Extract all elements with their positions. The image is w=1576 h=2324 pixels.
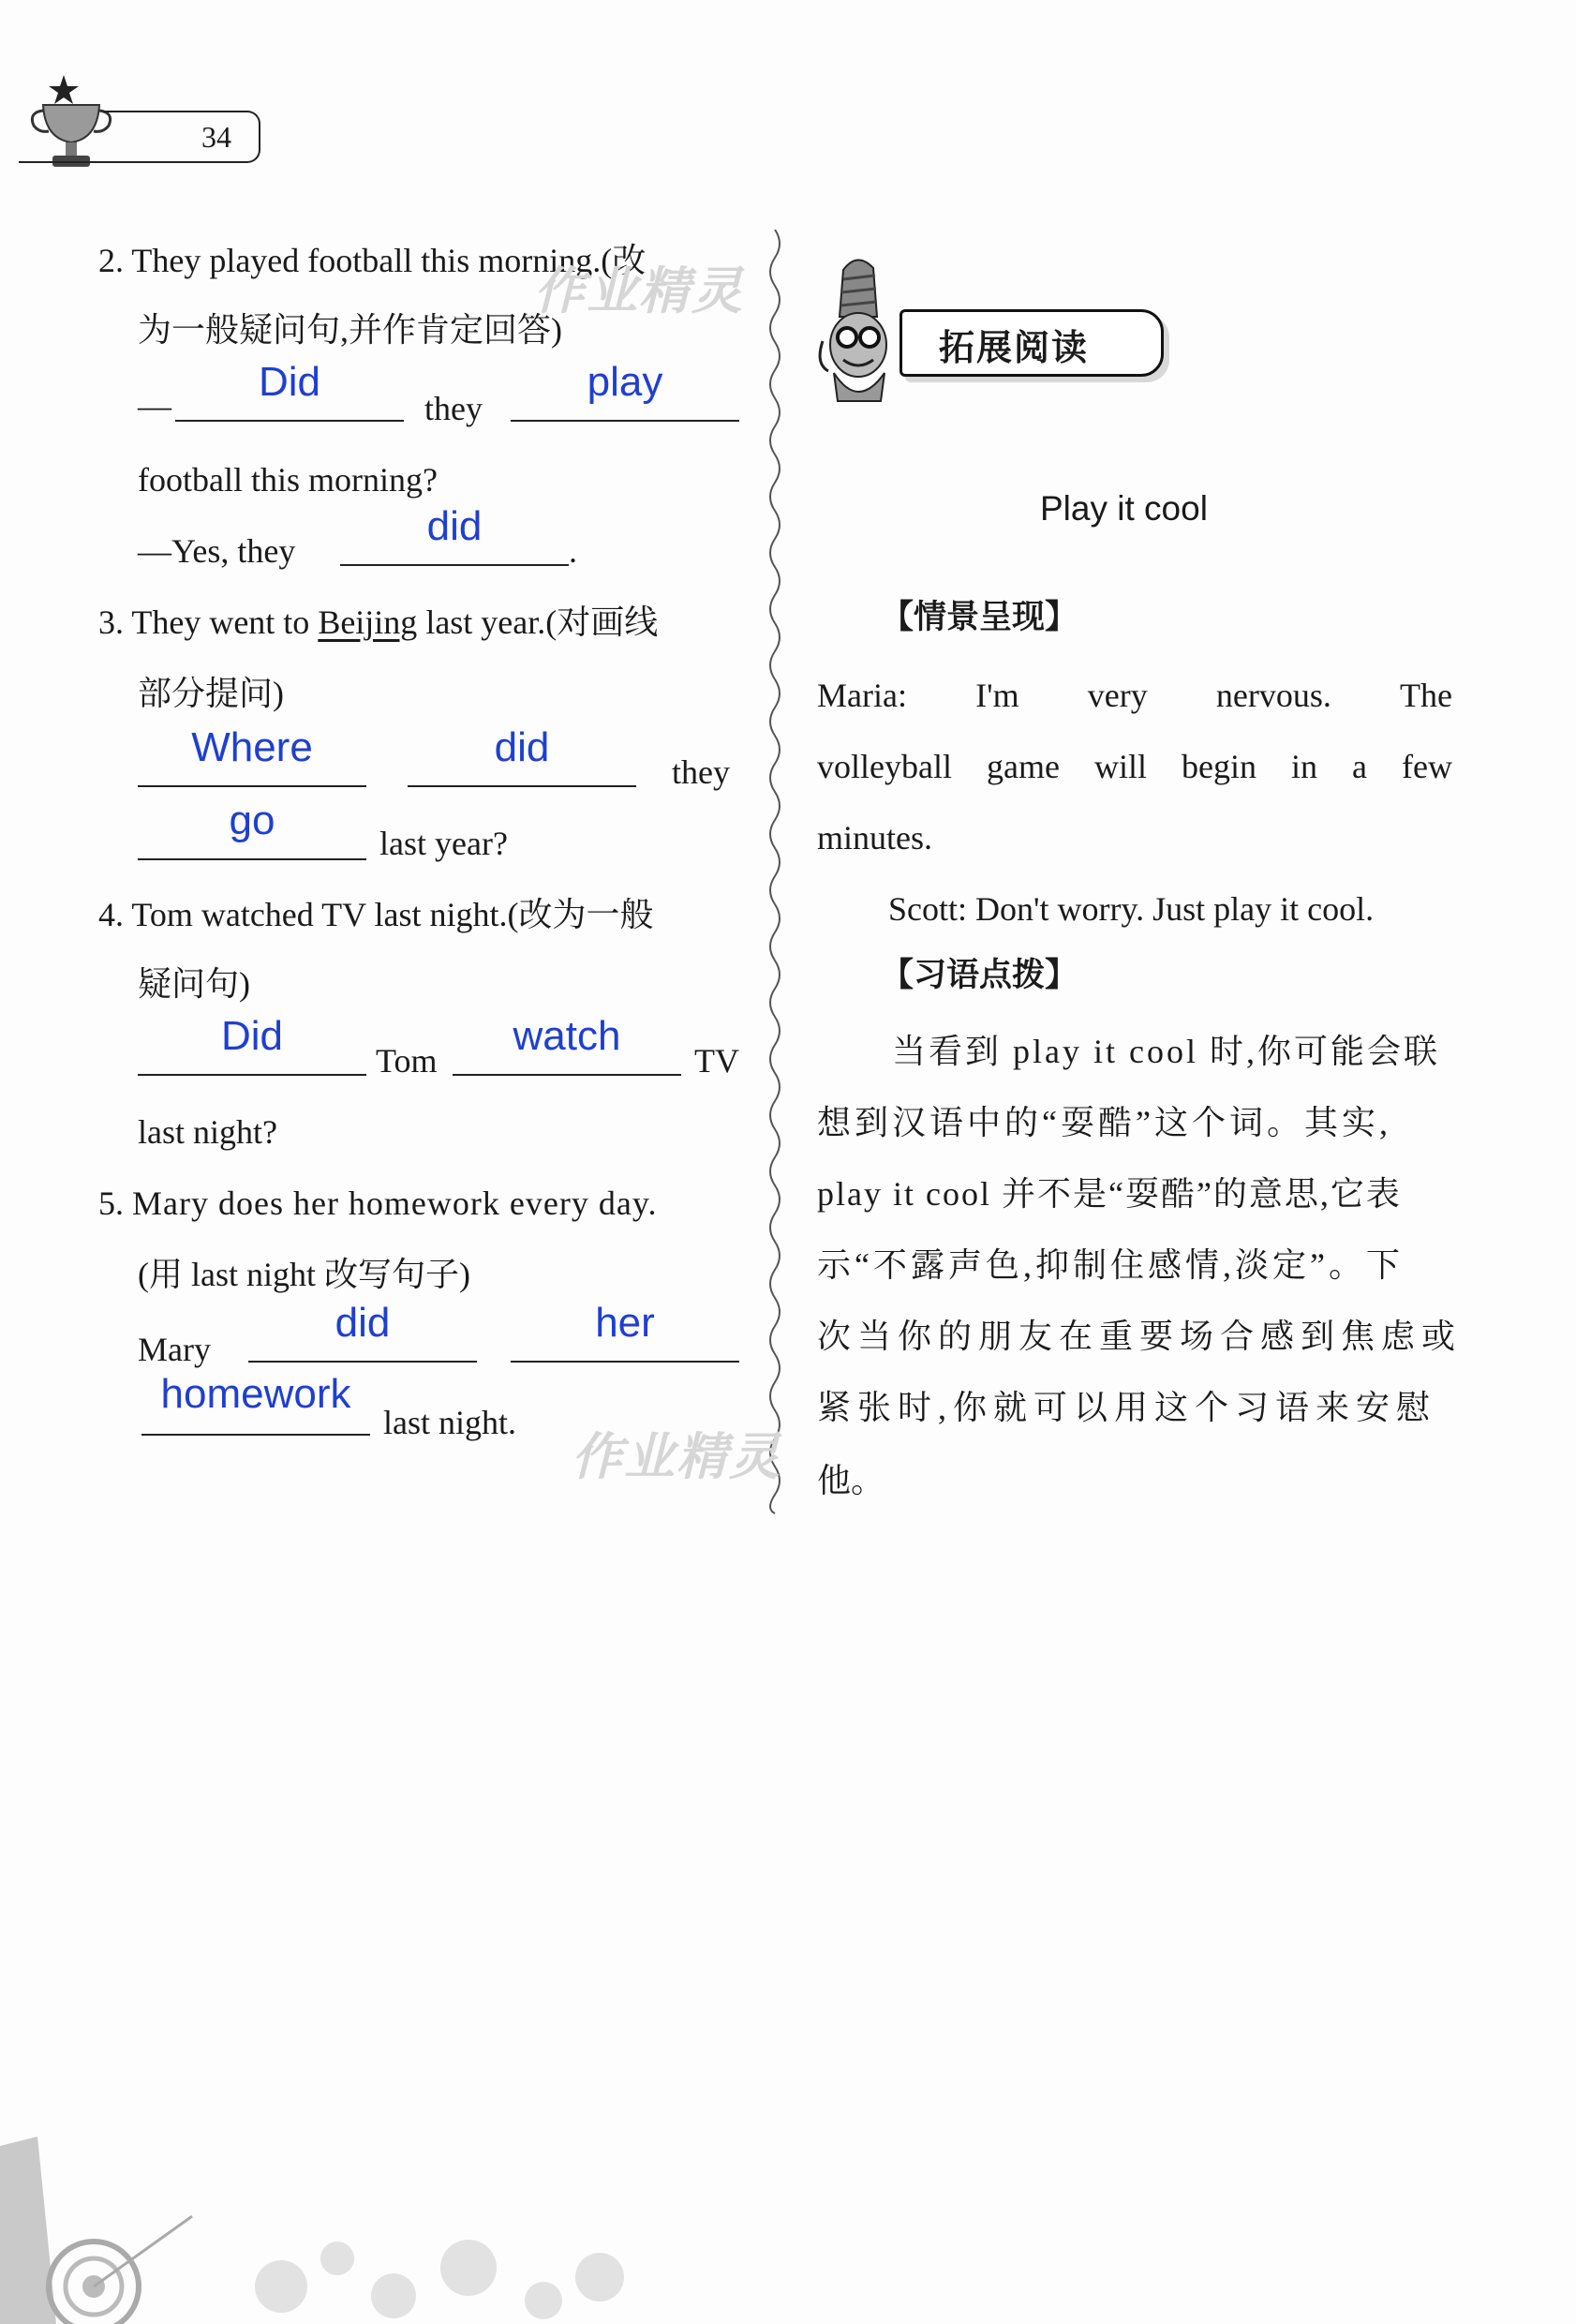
para-line-3: play it cool 并不是“耍酷”的意思,它表 <box>817 1175 1402 1213</box>
dialogue-word: volleyball <box>817 748 952 785</box>
answer-blank[interactable] <box>511 1361 739 1363</box>
dialogue-word: very <box>1087 677 1148 714</box>
yes-they: —Yes, they <box>138 532 296 570</box>
dialogue-word: will <box>1093 748 1147 785</box>
para-line-2: 想到汉语中的“耍酷”这个词。其实, <box>817 1104 1391 1141</box>
dialogue-word: in <box>1291 748 1318 785</box>
question-5-tail: last night. <box>383 1404 516 1441</box>
para-line-7: 他。 <box>817 1462 885 1499</box>
question-4-line2: 疑问句) <box>138 965 250 1003</box>
question-2-line4: football this morning? <box>138 461 438 499</box>
page-number: 34 <box>201 120 231 154</box>
answer-did: did <box>426 503 483 549</box>
dartboard-decoration-icon <box>0 2108 656 2324</box>
answer-blank[interactable] <box>138 1074 366 1076</box>
story-title: Play it cool <box>1040 489 1208 528</box>
page-number-box <box>103 111 260 163</box>
question-5-line2: (用 last night 改写句子) <box>138 1256 470 1293</box>
question-2-line1: 2. They played football this morning.(改 <box>98 242 647 279</box>
para-line-5: 次当你的朋友在重要场合感到焦虑或 <box>817 1318 1463 1355</box>
answer-did: Did <box>258 359 321 405</box>
word-they: they <box>424 390 483 427</box>
dialogue-word: nervous. <box>1215 677 1331 714</box>
para-line-1: 当看到 play it cool 时,你可能会联 <box>892 1033 1440 1070</box>
banner-title: 拓展阅读 <box>939 327 1090 368</box>
answer-blank[interactable] <box>141 1434 370 1436</box>
answer-go: go <box>229 797 275 843</box>
question-5-line1: 5. Mary does her homework every day. <box>98 1184 658 1222</box>
question-3-line1: 3. They went to Beijing last year.(对画线 <box>98 603 659 641</box>
dash: — <box>138 387 171 425</box>
answer-blank[interactable] <box>408 785 636 787</box>
para-line-4: 示“不露声色,抑制住感情,淡定”。下 <box>817 1246 1404 1284</box>
dialogue-word: few <box>1402 748 1452 785</box>
answer-play: play <box>587 359 663 405</box>
dialogue-word: game <box>986 748 1060 785</box>
answer-blank[interactable] <box>138 785 366 787</box>
answer-blank[interactable] <box>175 420 404 422</box>
question-3-tail: last year? <box>379 825 508 862</box>
question-3-line2: 部分提问) <box>138 675 284 712</box>
answer-her: her <box>595 1300 655 1346</box>
question-4-tail: last night? <box>138 1113 277 1151</box>
scott-line: Scott: Don't worry. Just play it cool. <box>888 890 1375 928</box>
question-2-line2: 为一般疑问句,并作肯定回答) <box>138 311 562 349</box>
word-mary: Mary <box>138 1331 211 1368</box>
answer-blank[interactable] <box>511 420 739 422</box>
watermark: 作业精灵 <box>572 1427 781 1486</box>
question-4-line1: 4. Tom watched TV last night.(改为一般 <box>98 896 654 933</box>
dialogue-word: a <box>1352 748 1368 785</box>
dialogue-word: Maria: <box>817 677 907 714</box>
column-divider <box>761 230 789 1542</box>
maria-line2 <box>817 750 1452 783</box>
underlined-word: Beijing <box>318 603 418 641</box>
word-tv: TV <box>694 1042 739 1080</box>
answer-homework: homework <box>160 1371 351 1417</box>
section-heading-scene: 【情景呈现】 <box>881 599 1078 636</box>
dialogue-word: I'm <box>975 677 1019 714</box>
maria-line1 <box>817 678 1452 712</box>
dialogue-word: The <box>1400 677 1452 714</box>
watermark: 作业精灵 <box>534 261 744 320</box>
answer-where: Where <box>191 724 313 770</box>
maria-line3: minutes. <box>817 819 932 857</box>
period: . <box>569 532 577 570</box>
para-line-6: 紧张时,你就可以用这个习语来安慰 <box>817 1389 1437 1426</box>
answer-did: Did <box>220 1013 284 1059</box>
dialogue-word: begin <box>1182 748 1256 785</box>
header-rule <box>19 161 103 163</box>
answer-did: did <box>494 724 550 770</box>
answer-watch: watch <box>513 1013 621 1059</box>
answer-blank[interactable] <box>138 858 366 860</box>
answer-blank[interactable] <box>453 1074 681 1076</box>
section-heading-idiom: 【习语点拨】 <box>881 957 1078 994</box>
mascot-illustration-icon <box>815 251 900 410</box>
word-they: they <box>672 753 730 791</box>
answer-did: did <box>335 1300 391 1346</box>
answer-blank[interactable] <box>248 1361 477 1363</box>
answer-blank[interactable] <box>340 564 569 566</box>
word-tom: Tom <box>376 1042 438 1080</box>
